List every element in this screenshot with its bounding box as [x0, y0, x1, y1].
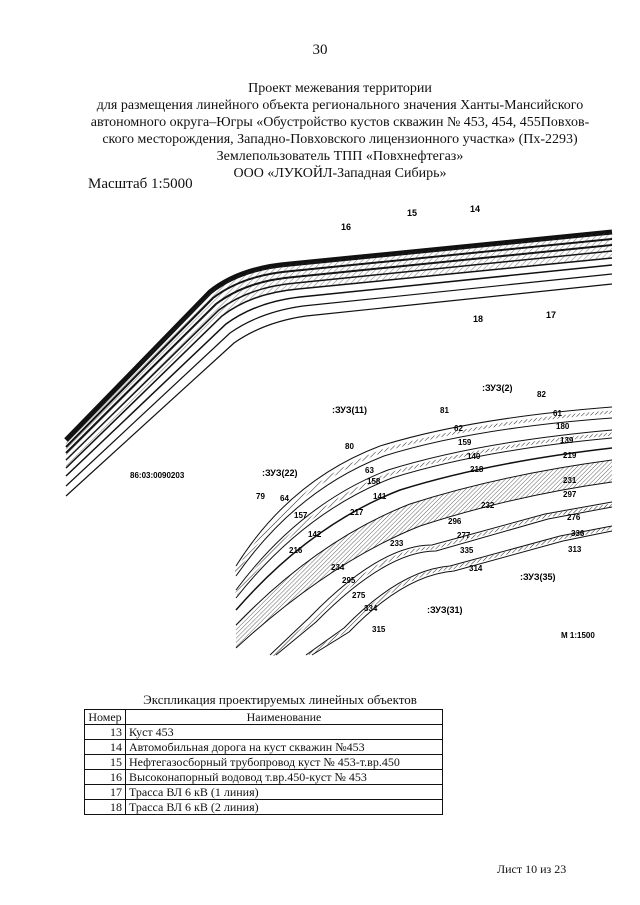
point-label: 233: [390, 539, 404, 548]
table-row: [85, 770, 443, 785]
row-name: Трасса ВЛ 6 кВ (1 линия): [126, 785, 443, 800]
point-label: 219: [563, 451, 577, 460]
point-label: 64: [280, 494, 289, 503]
row-number: 17: [85, 785, 126, 800]
explication-table: [84, 709, 443, 815]
point-label: 81: [440, 406, 449, 415]
explication-title: Экспликация проектируемых линейных объектов: [143, 692, 417, 707]
header-name: Наименование: [126, 710, 443, 725]
point-label: 232: [481, 501, 495, 510]
zone-label: :ЗУЗ(35): [520, 572, 556, 582]
row-number: 14: [85, 740, 126, 755]
point-label: 231: [563, 476, 577, 485]
table-header-row: [85, 710, 443, 725]
point-label: 234: [331, 563, 345, 572]
zone-label: :ЗУЗ(31): [427, 605, 463, 615]
table-row: [85, 785, 443, 800]
point-label: 139: [560, 436, 574, 445]
point-label: 295: [342, 576, 356, 585]
point-label: 157: [294, 511, 308, 520]
point-label: 63: [365, 466, 374, 475]
site-plan-drawing: [0, 190, 640, 670]
point-label: 180: [556, 422, 570, 431]
point-label: 275: [352, 591, 366, 600]
row-name: Трасса ВЛ 6 кВ (2 линия): [126, 800, 443, 815]
scale-label: Масштаб 1:5000: [88, 176, 193, 192]
row-number: 16: [85, 770, 126, 785]
point-label: 141: [373, 492, 387, 501]
point-label: 140: [467, 452, 481, 461]
object-label: 14: [470, 204, 481, 214]
row-name: Нефтегазосборный трубопровод куст № 453-т.вр.450: [126, 755, 443, 770]
point-label: 79: [256, 492, 265, 501]
object-label: 16: [341, 222, 352, 232]
object-label: 18: [473, 314, 484, 324]
document-title: [40, 80, 640, 182]
point-label: 297: [563, 490, 577, 499]
point-label: 335: [460, 546, 474, 555]
title-line: ского месторождения, Западно-Повховского лицензионного участка» (Пх-2293): [102, 132, 578, 147]
point-label: 82: [537, 390, 546, 399]
title-line: ООО «ЛУКОЙЛ-Западная Сибирь»: [233, 166, 447, 181]
header-number: Номер: [85, 710, 126, 725]
object-label: 17: [546, 310, 557, 320]
zone-label: :ЗУЗ(2): [482, 383, 513, 393]
title-line: Землепользователь ТПП «Повхнефтегаз»: [216, 149, 464, 164]
point-label: 62: [454, 424, 463, 433]
table-row: [85, 800, 443, 815]
row-number: 13: [85, 725, 126, 740]
point-label: 61: [553, 409, 562, 418]
table-row: [85, 755, 443, 770]
point-label: 314: [469, 564, 483, 573]
row-number: 18: [85, 800, 126, 815]
point-label: 159: [458, 438, 472, 447]
title-line: Проект межевания территории: [248, 81, 432, 96]
point-label: 80: [345, 442, 354, 451]
row-name: Куст 453: [126, 725, 443, 740]
point-label: 296: [448, 517, 462, 526]
row-name: Автомобильная дорога на куст скважин №453: [126, 740, 443, 755]
cadastral-number: 86:03:0090203: [130, 471, 185, 480]
point-label: 142: [308, 530, 322, 539]
point-label: 336: [571, 529, 585, 538]
table-row: [85, 740, 443, 755]
title-line: для размещения линейного объекта регионального значения Ханты-Мансийского: [96, 98, 584, 113]
point-label: 216: [289, 546, 303, 555]
sheet-number: Лист 10 из 23: [497, 862, 567, 876]
point-label: 158: [367, 477, 381, 486]
row-name: Высоконапорный водовод т.вр.450-куст № 453: [126, 770, 443, 785]
object-label: 15: [407, 208, 418, 218]
table-row: [85, 725, 443, 740]
point-label: 277: [457, 531, 471, 540]
point-label: 315: [372, 625, 386, 634]
point-label: 334: [364, 604, 378, 613]
zone-label: :ЗУЗ(22): [262, 468, 298, 478]
point-label: 313: [568, 545, 582, 554]
title-line: автономного округа–Югры «Обустройство кустов скважин № 453, 454, 455Повхов-: [90, 115, 590, 130]
point-label: 276: [567, 513, 581, 522]
point-label: 217: [350, 508, 364, 517]
zone-label: :ЗУЗ(11): [332, 405, 368, 415]
inset-scale: М 1:1500: [561, 631, 595, 640]
point-label: 218: [470, 465, 484, 474]
row-number: 15: [85, 755, 126, 770]
page-number: 30: [312, 42, 328, 58]
